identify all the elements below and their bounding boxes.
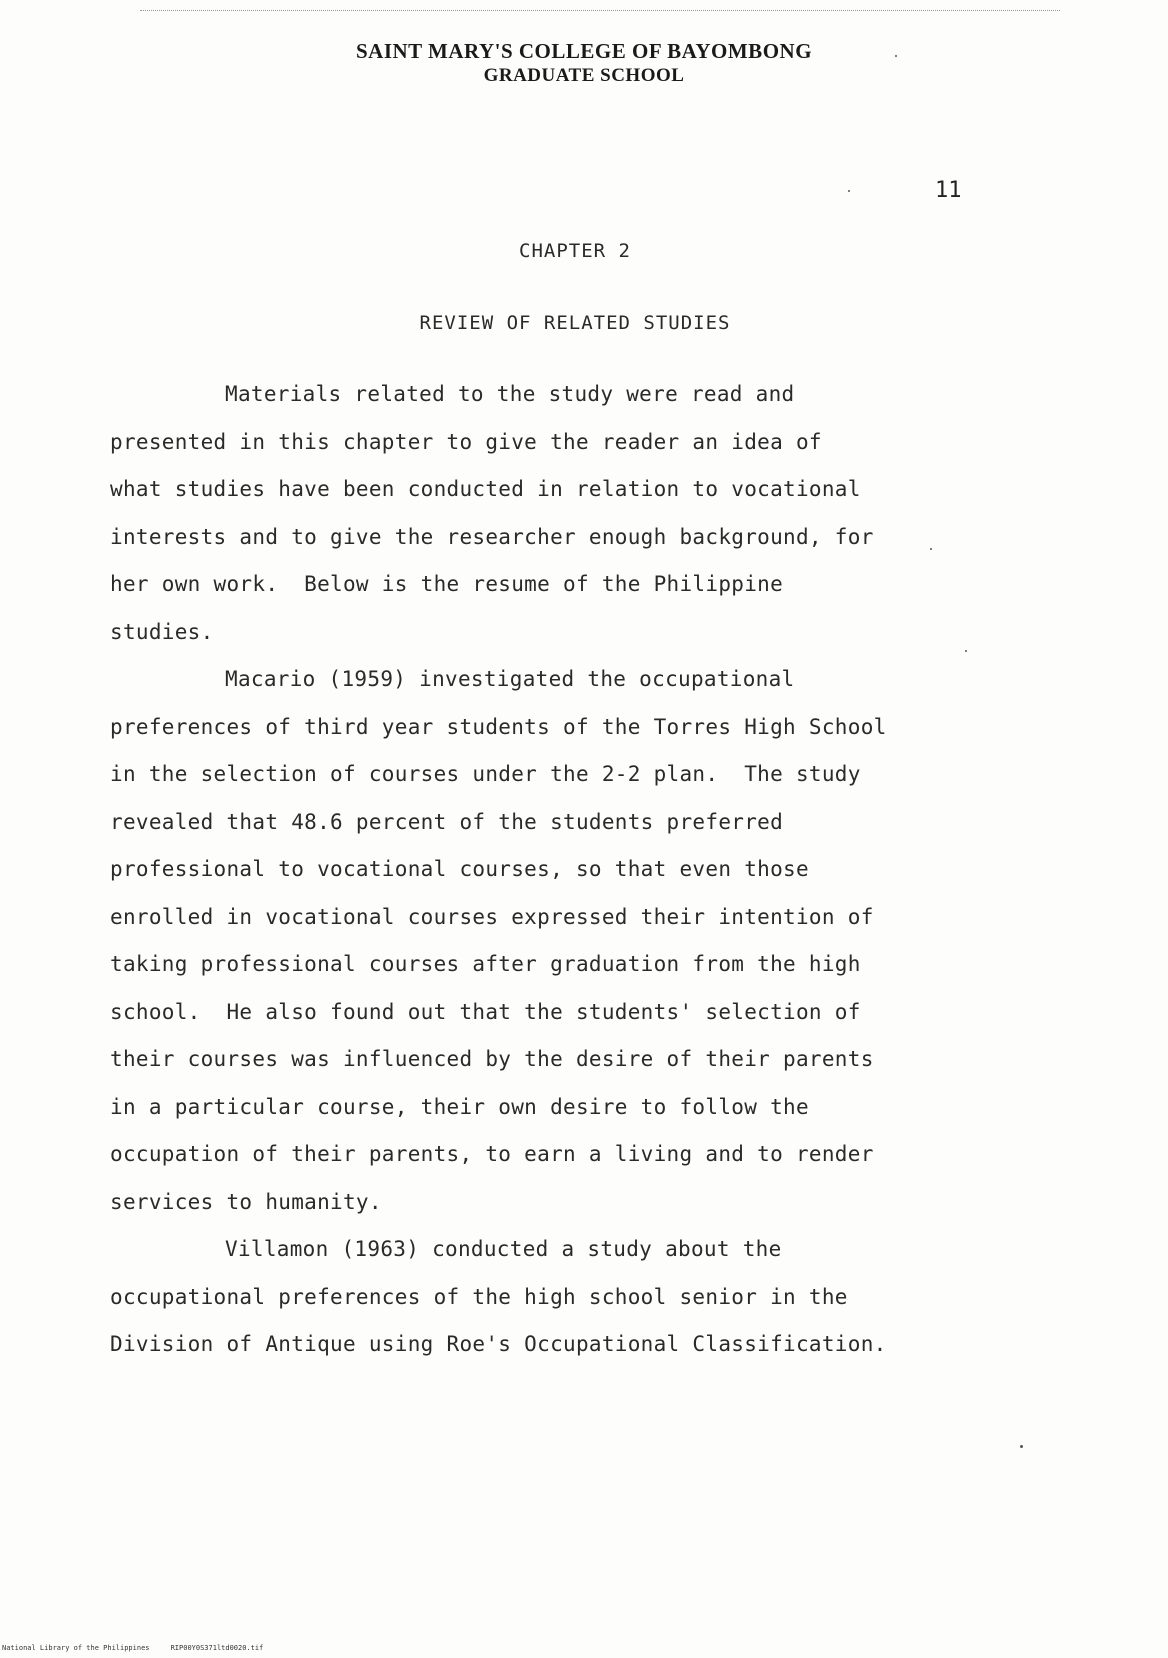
school-name: SAINT MARY'S COLLEGE OF BAYOMBONG [355, 39, 813, 63]
body-line: in the selection of courses under the 2-2 plan. The study [110, 762, 861, 786]
body-line: her own work. Below is the resume of the Philippine [110, 572, 784, 596]
file-identifier: RIP00Y0S371ltd0020.tif [170, 1644, 264, 1652]
scan-footer [2, 1644, 263, 1652]
body-line: preferences of third year students of the Torres High School [110, 714, 887, 739]
body-line: revealed that 48.6 percent of the students preferred [110, 809, 784, 834]
scan-speck [965, 650, 967, 652]
body-line: Villamon (1963) conducted a study about the [225, 1237, 782, 1261]
body-line: occupational preferences of the high school senior in the [110, 1284, 848, 1309]
scan-speck [1020, 1445, 1023, 1448]
body-line: Division of Antique using Roe's Occupational Classification. [110, 1332, 887, 1356]
body-line: Macario (1959) investigated the occupational [225, 667, 795, 691]
body-text [110, 380, 1000, 1378]
section-title: REVIEW OF RELATED STUDIES [419, 312, 731, 334]
body-line: occupation of their parents, to earn a living and to render [110, 1142, 874, 1166]
body-line: their courses was influenced by the desire of their parents [110, 1047, 874, 1071]
scan-speck [895, 55, 897, 57]
department-name: GRADUATE SCHOOL [483, 65, 685, 86]
body-line: taking professional courses after graduation from the high [110, 952, 861, 976]
body-line: enrolled in vocational courses expressed their intention of [110, 904, 874, 929]
body-line: presented in this chapter to give the reader an idea of [110, 429, 822, 454]
scan-speck [930, 548, 932, 550]
body-line: services to humanity. [110, 1189, 382, 1214]
body-line: professional to vocational courses, so that even those [110, 857, 809, 881]
scan-top-edge [140, 10, 1060, 11]
page-number: 11 [935, 178, 962, 203]
scan-speck [848, 190, 850, 192]
body-line: interests and to give the researcher enough background, for [110, 524, 874, 549]
body-line: school. He also found out that the students' selection of [110, 999, 861, 1024]
body-line: in a particular course, their own desire to follow the [110, 1094, 809, 1119]
body-line: what studies have been conducted in relation to vocational [110, 477, 861, 501]
chapter-heading: CHAPTER 2 [519, 240, 631, 262]
library-credit: National Library of the Philippines [2, 1644, 150, 1652]
letterhead [0, 38, 1168, 88]
body-line: Materials related to the study were read and [225, 382, 795, 406]
body-line: studies. [110, 619, 214, 644]
